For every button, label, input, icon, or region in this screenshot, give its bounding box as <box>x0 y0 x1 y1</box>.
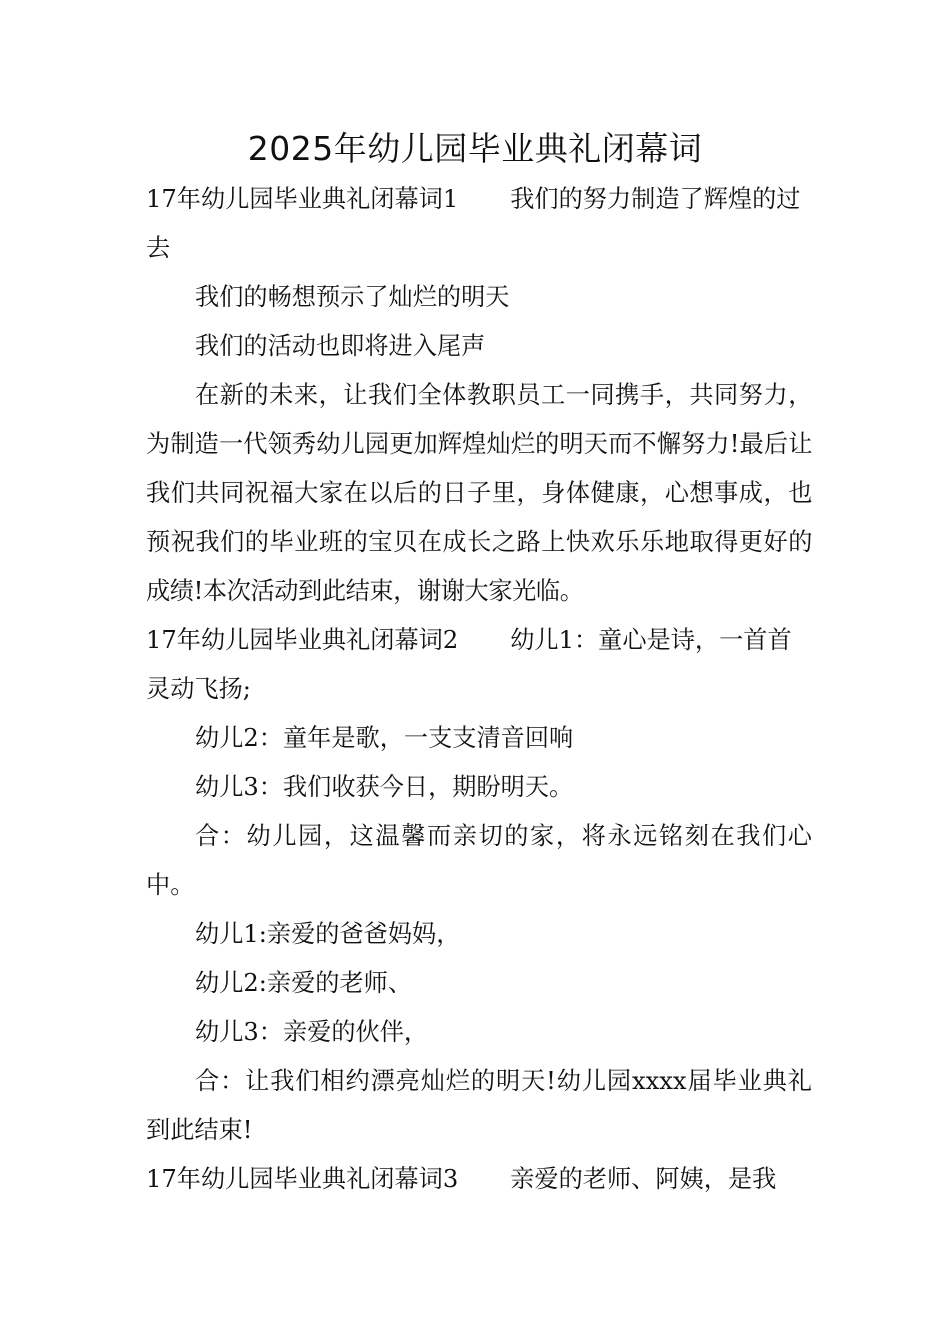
paragraph: 幼儿3：亲爱的伙伴， <box>195 1018 429 1046</box>
section-3-lead: 亲爱的老师、阿姨，是我 <box>510 1165 777 1193</box>
paragraph: 我们的活动也即将进入尾声 <box>195 332 486 360</box>
section-1-heading-line <box>146 175 812 273</box>
paragraph: 幼儿2:亲爱的老师、 <box>195 969 413 997</box>
paragraph: 在新的未来，让我们全体教职员工一同携手，共同努力，为制造一代领秀幼儿园更加辉煌灿烂的明天而不懈努力!最后让我们共同祝福大家在以后的日子里，身体健康，心想事成，也预祝我们的毕业班的宝贝在成长之路上快欢乐乐地取得更好的成绩!本次活动到此结束，谢谢大家光临。 <box>146 381 812 605</box>
section-3-title: 17年幼儿园毕业典礼闭幕词3 <box>146 1165 459 1193</box>
document-body <box>146 175 812 1204</box>
paragraph: 幼儿1:亲爱的爸爸妈妈， <box>195 920 461 948</box>
document-title: 2025年幼儿园毕业典礼闭幕词 <box>247 129 703 168</box>
section-1-lead: 我们的努力制造了辉煌的过去 <box>146 185 801 262</box>
section-1-title: 17年幼儿园毕业典礼闭幕词1 <box>146 185 459 213</box>
paragraph: 我们的畅想预示了灿烂的明天 <box>195 283 510 311</box>
paragraph: 幼儿2：童年是歌，一支支清音回响 <box>195 724 574 752</box>
paragraph: 幼儿3：我们收获今日，期盼明天。 <box>195 773 574 801</box>
section-2-title: 17年幼儿园毕业典礼闭幕词2 <box>146 626 459 654</box>
paragraph: 合：幼儿园，这温馨而亲切的家，将永远铭刻在我们心中。 <box>146 822 812 899</box>
section-3-heading-line <box>146 1155 812 1204</box>
section-2-heading-line <box>146 616 812 714</box>
paragraph: 合：让我们相约漂亮灿烂的明天!幼儿园xxxx届毕业典礼到此结束! <box>146 1067 812 1144</box>
section-2-lead: 幼儿1：童心是诗，一首首灵动飞扬; <box>146 626 792 703</box>
